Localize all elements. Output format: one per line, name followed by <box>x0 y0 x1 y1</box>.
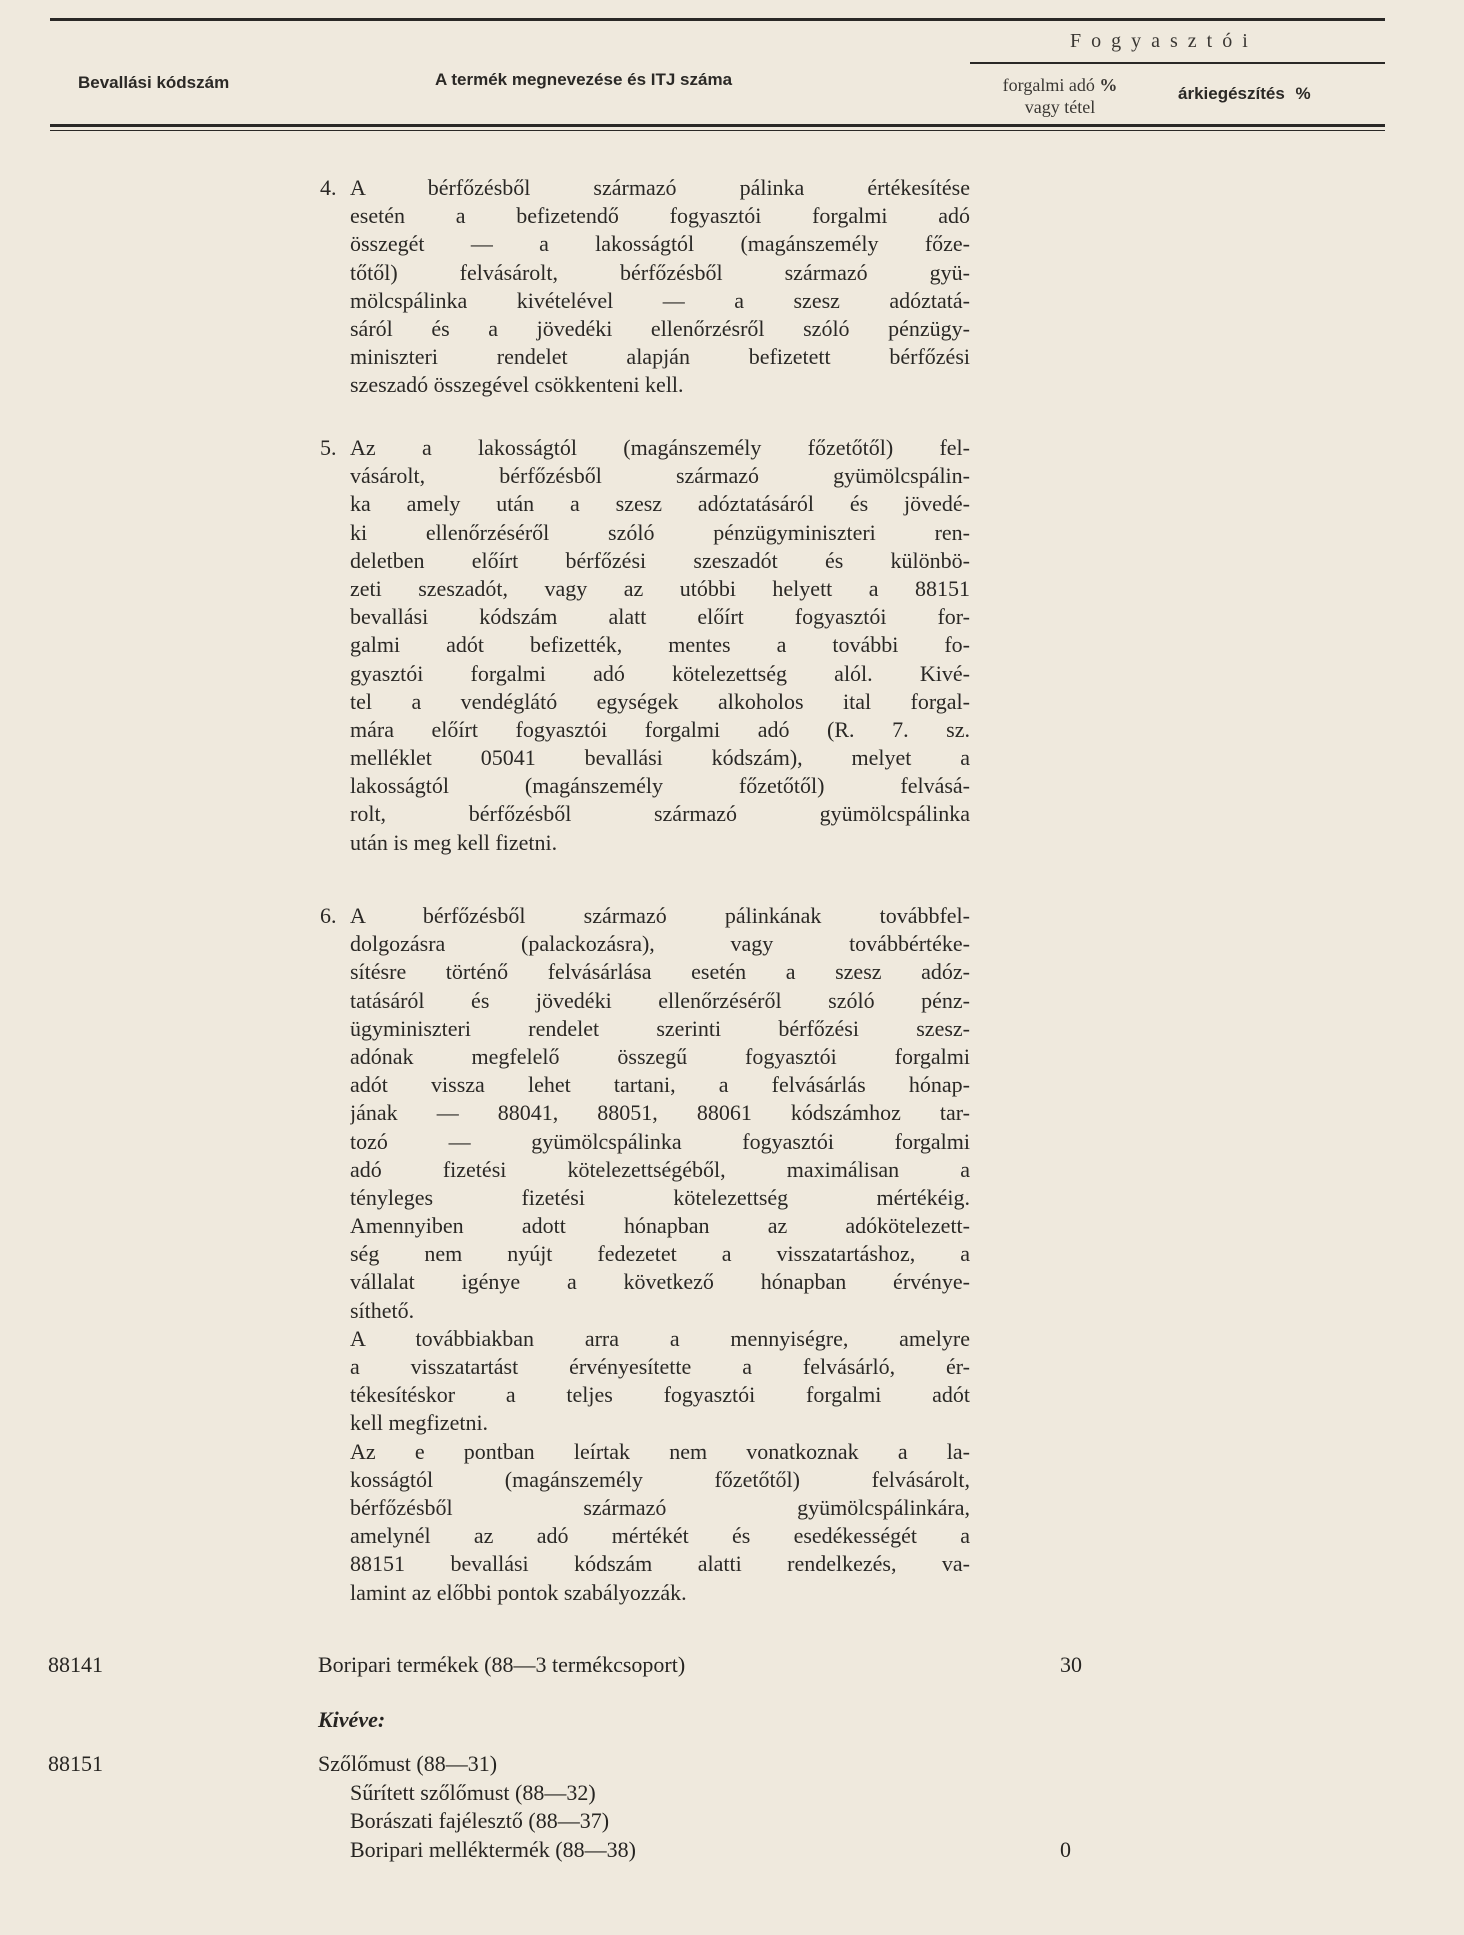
paragraph-line: esetén a befizetendő fogyasztói forgalmi adó <box>350 203 970 229</box>
row-text: Boripari melléktermék (88—38) <box>350 1837 636 1862</box>
paragraph-line: 88151 bevallási kódszám alatti rendelkezés, va- <box>350 1551 970 1577</box>
paragraph-line: tőtől) felvásárolt, bérfőzésből származó gyü- <box>350 259 970 285</box>
paragraph-line: sáról és a jövedéki ellenőrzésről szóló pénzügy- <box>350 315 970 341</box>
header-markup-column <box>1178 84 1311 104</box>
paragraph-line: bérfőzésből származó gyümölcspálinkára, <box>350 1494 970 1520</box>
row-code: 88141 <box>48 1652 103 1677</box>
paragraph-line: deletben előírt bérfőzési szeszadót és különbö- <box>350 547 970 573</box>
paragraph-line: Az e pontban leírtak nem vonatkoznak a la- <box>350 1438 970 1464</box>
paragraph-line: ügyminiszteri rendelet szerinti bérfőzési szesz- <box>350 1015 970 1041</box>
header-markup-label: árkiegészítés <box>1178 84 1285 103</box>
paragraph-6 <box>320 902 970 1607</box>
paragraph-line: tékesítéskor a teljes fogyasztói forgalmi adót <box>350 1382 970 1408</box>
paragraph-line: dolgozásra (palackozásra), vagy továbbértéke- <box>350 931 970 957</box>
paragraph-line: amelynél az adó mértékét és esedékességét a <box>350 1523 970 1549</box>
paragraph-line: vállalat igénye a következő hónapban érvénye- <box>350 1269 970 1295</box>
paragraph-line: ség nem nyújt fedezetet a visszatartáshoz, a <box>350 1241 970 1267</box>
paragraph-line: összegét — a lakosságtól (magánszemély főze- <box>350 231 970 257</box>
header-product-column: A termék megnevezése és ITJ száma <box>435 70 733 89</box>
header-tax-line1: forgalmi adó <box>1002 75 1095 95</box>
paragraph-line: tozó — gyümölcspálinka fogyasztói forgalmi <box>350 1128 970 1154</box>
paragraph-line: galmi adót befizették, mentes a további fo- <box>350 632 970 658</box>
paragraph-line: adó fizetési kötelezettségéből, maximálisan a <box>350 1156 970 1182</box>
paragraph-line: ka amely után a szesz adóztatásáról és jövedé- <box>350 491 970 517</box>
paragraph-line: vásárolt, bérfőzésből származó gyümölcspálin- <box>350 463 970 489</box>
paragraph-line: tel a vendéglátó egységek alkoholos ital forgal- <box>350 688 970 714</box>
paragraph-line: után is meg kell fizetni. <box>350 829 558 855</box>
paragraph-line: a visszatartást érvényesítette a felvásárló, ér- <box>350 1354 970 1379</box>
row-text: Boripari termékek (88—3 termékcsoport) <box>318 1652 686 1677</box>
row-value: 30 <box>1060 1652 1082 1677</box>
paragraph-line: lakosságtól (magánszemély főzetőtől) felvásá- <box>350 773 970 799</box>
paragraph-line: adót vissza lehet tartani, a felvásárlás hónap- <box>350 1072 970 1098</box>
paragraph-line: miniszteri rendelet alapján befizetett bérfőzési <box>350 344 970 370</box>
row-text: Sűrített szőlőmust (88—32) <box>350 1780 596 1805</box>
row-text: Szőlőmust (88—31) <box>318 1751 498 1776</box>
header-code-column: Bevallási kódszám <box>78 73 230 92</box>
row-except-label: Kivéve: <box>318 1707 386 1732</box>
paragraph-line: rolt, bérfőzésből származó gyümölcspálinka <box>350 801 970 827</box>
paragraph-line: A továbbiakban arra a mennyiségre, amelyre <box>350 1325 970 1351</box>
paragraph-line: mölcspálinka kivételével — a szesz adóztatá- <box>350 287 970 313</box>
header-markup-pct: % <box>1295 84 1311 103</box>
paragraph-number: 5. <box>320 435 337 460</box>
header-tax-line2: vagy tétel <box>1024 97 1096 117</box>
header-group-title: Fogyasztói <box>1070 30 1258 52</box>
paragraph-line: Amennyiben adott hónapban az adókötelezett- <box>350 1213 970 1239</box>
header-bottom-rule <box>50 124 1385 127</box>
paragraph-line: kell megfizetni. <box>350 1410 489 1436</box>
paragraph-line: Az a lakosságtól (magánszemély főzetőtől) fel- <box>350 435 970 460</box>
paragraph-line: zeti szeszadót, vagy az utóbbi helyett a 88151 <box>350 575 970 601</box>
header-top-rule <box>50 18 1385 21</box>
paragraph-line: kosságtól (magánszemély főzetőtől) felvásárolt, <box>350 1466 970 1492</box>
paragraph-line: szeszadó összegével csökkenteni kell. <box>350 372 684 398</box>
paragraph-line: tényleges fizetési kötelezettség mértékéig. <box>350 1184 970 1210</box>
paragraph-line: A bérfőzésből származó pálinka értékesítése <box>350 175 970 200</box>
paragraph-number: 4. <box>320 175 337 200</box>
paragraph-line: lamint az előbbi pontok szabályozzák. <box>350 1579 687 1605</box>
paragraph-line: jának — 88041, 88051, 88061 kódszámhoz tar- <box>350 1100 970 1126</box>
paragraph-line: síthető. <box>350 1297 415 1323</box>
paragraph-line: gyasztói forgalmi adó kötelezettség alól. Kivé- <box>350 660 970 686</box>
paragraph-4 <box>320 174 970 400</box>
header-tax-column <box>985 74 1135 118</box>
paragraph-line: melléklet 05041 bevallási kódszám), melyet a <box>350 745 970 771</box>
header-tax-pct: % <box>1099 75 1118 95</box>
paragraph-line: A bérfőzésből származó pálinkának továbbfel- <box>350 903 970 928</box>
paragraph-5 <box>320 434 970 857</box>
row-code: 88151 <box>48 1751 103 1776</box>
paragraph-line: sítésre történő felvásárlása esetén a szesz adóz- <box>350 959 970 985</box>
row-text: Borászati fajélesztő (88—37) <box>350 1808 610 1833</box>
row-value: 0 <box>1060 1837 1071 1862</box>
paragraph-line: adónak megfelelő összegű fogyasztói forgalmi <box>350 1043 970 1069</box>
paragraph-line: tatásáról és jövedéki ellenőrzéséről szóló pénz- <box>350 987 970 1013</box>
header-group-rule <box>970 62 1385 64</box>
header-bottom-rule-thin <box>50 130 1385 131</box>
paragraph-line: bevallási kódszám alatt előírt fogyasztói for- <box>350 604 970 630</box>
paragraph-line: ki ellenőrzéséről szóló pénzügyminiszteri ren- <box>350 519 970 545</box>
paragraph-line: mára előírt fogyasztói forgalmi adó (R. 7. sz. <box>350 716 970 742</box>
paragraph-number: 6. <box>320 903 337 928</box>
